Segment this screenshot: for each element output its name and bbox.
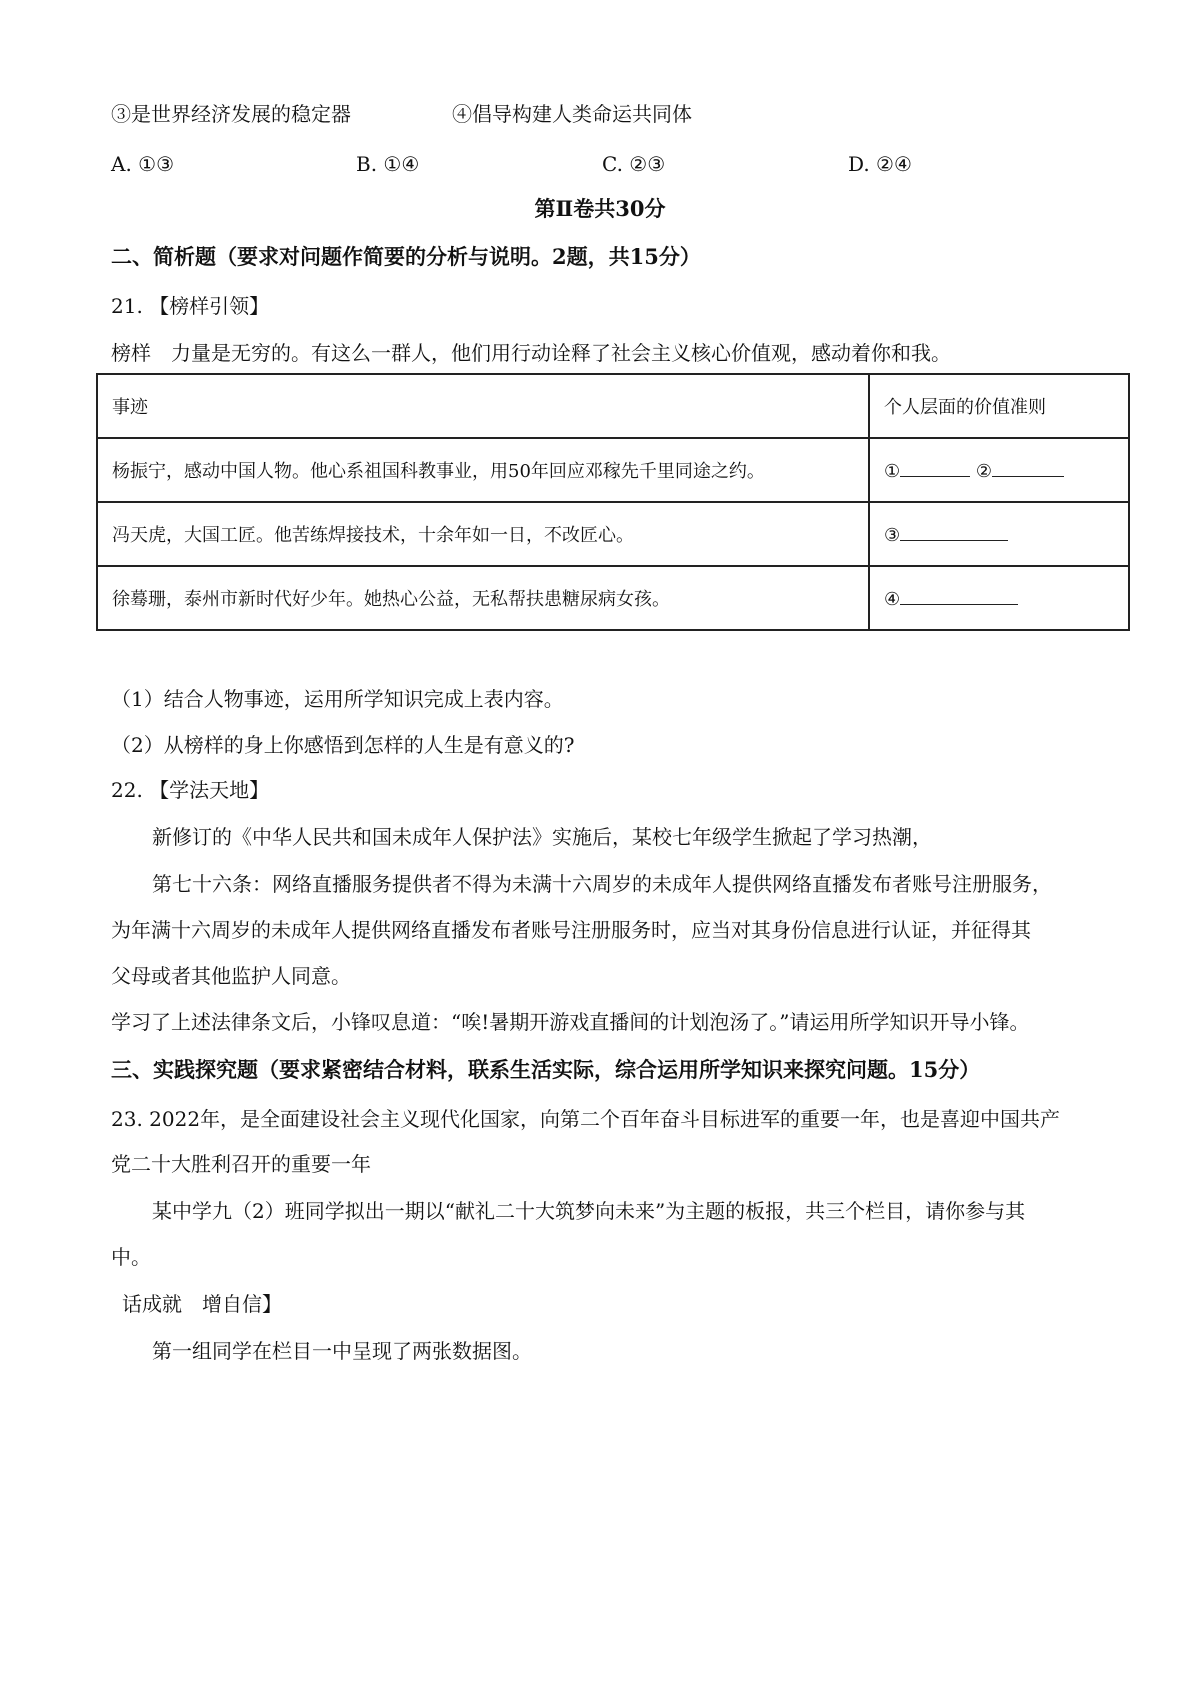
option-b: B. ①④ xyxy=(356,152,420,176)
q21-sub2: （2）从榜样的身上你感悟到怎样的人生是有意义的? xyxy=(111,733,575,757)
item-3-text: ③是世界经济发展的稳定器 xyxy=(111,102,351,126)
q23-line2: 党二十大胜利召开的重要一年 xyxy=(111,1152,371,1176)
answer-cell xyxy=(869,566,1129,630)
deed-cell: 杨振宁，感动中国人物。他心系祖国科教事业，用50年回应邓稼先千里同途之约。 xyxy=(97,438,869,502)
answer-cell xyxy=(869,502,1129,566)
blank-mark: ③ xyxy=(884,525,901,546)
deed-cell: 徐蓦珊，泰州市新时代好少年。她热心公益，无私帮扶患糖尿病女孩。 xyxy=(97,566,869,630)
blank-mark: ② xyxy=(975,461,993,482)
table-row xyxy=(97,502,1129,566)
answer-blank xyxy=(992,458,1064,477)
q22-p2c: 父母或者其他监护人同意。 xyxy=(111,964,351,988)
answer-blank xyxy=(900,522,1008,541)
q22-heading: 22. 【学法天地】 xyxy=(111,778,270,802)
answer-blank xyxy=(900,586,1018,605)
q22-p3: 学习了上述法律条文后，小锋叹息道：“唉!暑期开游戏直播间的计划泡汤了。”请运用所学知识开导小锋。 xyxy=(111,1010,1030,1034)
q21-sub1: （1）结合人物事迹，运用所学知识完成上表内容。 xyxy=(111,687,564,711)
header-values: 个人层面的价值准则 xyxy=(869,374,1129,438)
item-4-text: ④倡导构建人类命运共同体 xyxy=(452,102,692,126)
q22-p2a: 第七十六条：网络直播服务提供者不得为未满十六周岁的未成年人提供网络直播发布者账号注册服务， xyxy=(152,872,1052,896)
q23-line5: 话成就 增自信】 xyxy=(122,1292,282,1316)
section-3-title: 三、实践探究题（要求紧密结合材料，联系生活实际，综合运用所学知识来探究问题。15分） xyxy=(111,1057,981,1082)
section-2-title: 二、简析题（要求对问题作简要的分析与说明。2题，共15分） xyxy=(111,244,701,269)
table-row xyxy=(97,566,1129,630)
volume-title: 第Ⅱ卷共30分 xyxy=(534,196,666,221)
q21-intro: 榜样 力量是无穷的。有这么一群人，他们用行动诠释了社会主义核心价值观，感动着你和我。 xyxy=(111,341,951,365)
option-d: D. ②④ xyxy=(848,152,912,176)
deed-cell: 冯天虎，大国工匠。他苦练焊接技术，十余年如一日，不改匠心。 xyxy=(97,502,869,566)
header-deeds: 事迹 xyxy=(97,374,869,438)
q23-line6: 第一组同学在栏目一中呈现了两张数据图。 xyxy=(152,1339,532,1363)
answer-cell xyxy=(869,438,1129,502)
deeds-table xyxy=(96,373,1130,631)
q21-heading: 21. 【榜样引领】 xyxy=(111,294,270,318)
blank-mark: ④ xyxy=(884,589,901,610)
answer-blank xyxy=(900,458,970,477)
blank-mark: ① xyxy=(884,461,901,482)
option-c: C. ②③ xyxy=(602,152,666,176)
q23-line1: 23. 2022年，是全面建设社会主义现代化国家，向第二个百年奋斗目标进军的重要一年，也是喜迎中国共产 xyxy=(111,1107,1061,1131)
q22-p1: 新修订的《中华人民共和国未成年人保护法》实施后，某校七年级学生掀起了学习热潮， xyxy=(152,825,932,849)
q23-line4: 中。 xyxy=(111,1245,151,1269)
table-row xyxy=(97,438,1129,502)
q23-line3: 某中学九（2）班同学拟出一期以“献礼二十大筑梦向未来”为主题的板报，共三个栏目，请你参与其 xyxy=(152,1199,1026,1223)
option-a: A. ①③ xyxy=(111,152,175,176)
q22-p2b: 为年满十六周岁的未成年人提供网络直播发布者账号注册服务时，应当对其身份信息进行认证，并征得其 xyxy=(111,918,1031,942)
table-header-row xyxy=(97,374,1129,438)
